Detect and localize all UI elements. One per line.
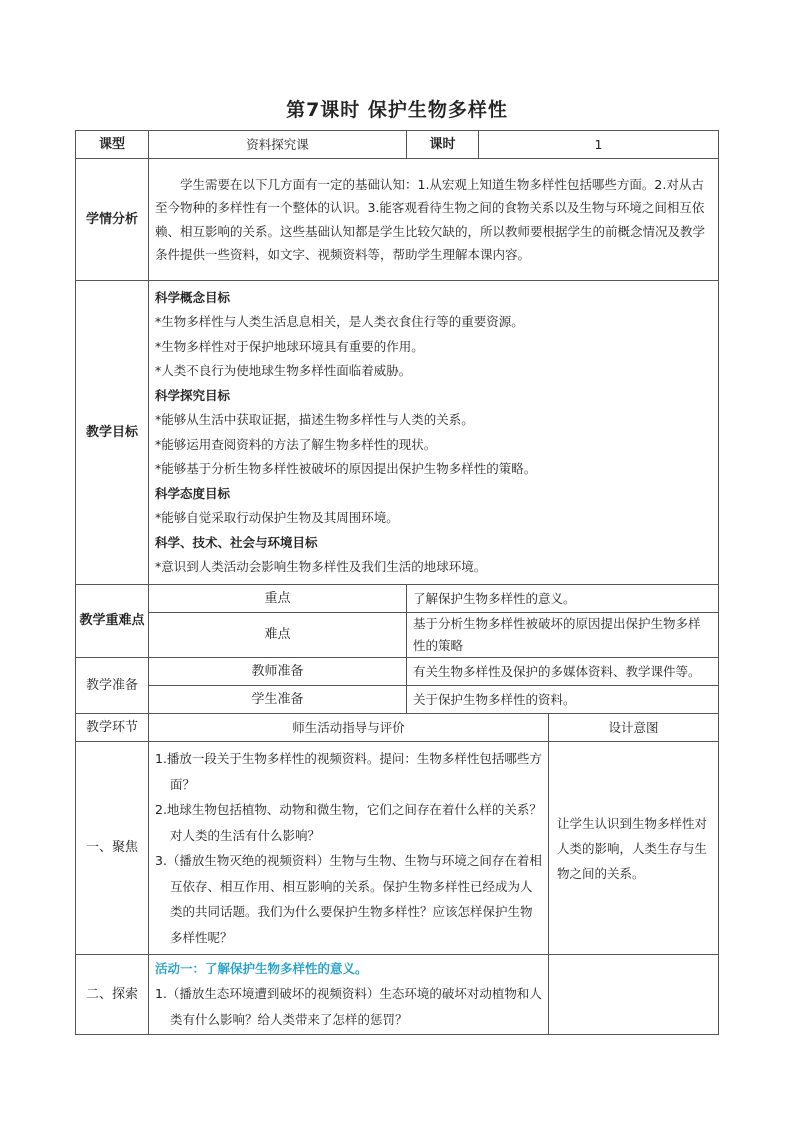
stage1-intent: 让学生认识到生物多样性对人类的影响，人类生存与生物之间的关系。 (549, 742, 719, 955)
goal-heading: 科学探究目标 (155, 387, 231, 403)
goal-heading: 科学、技术、社会与环境目标 (155, 534, 318, 550)
goal-item: *生物多样性对于保护地球环境具有重要的作用。 (155, 338, 424, 354)
stage2-activities (149, 955, 549, 1035)
goal-item: *人类不良行为使地球生物多样性面临着威胁。 (155, 363, 412, 378)
type-value: 资料探究课 (149, 131, 407, 159)
goal-item: *意识到人类活动会影响生物多样性及我们生活的地球环境。 (155, 559, 487, 574)
activity-header: 师生活动指导与评价 (149, 714, 549, 742)
stage1-row (76, 742, 719, 955)
activity-item: 1.（播放生态环境遭到破坏的视频资料）生态环境的破坏对动植物和人类有什么影响？给人类带来了怎样的惩罚？ (155, 986, 542, 1027)
key-label: 重点 (149, 585, 407, 613)
keypoints-label: 教学重难点 (76, 585, 149, 658)
goal-item: *能够运用查阅资料的方法了解生物多样性的现状。 (155, 436, 437, 452)
page-title: 第7课时 保护生物多样性 (286, 99, 508, 121)
keypoint-row (76, 585, 719, 613)
goal-heading: 科学态度目标 (155, 485, 231, 501)
stage1-label: 一、聚焦 (76, 742, 149, 955)
activity-title: 活动一：了解保护生物多样性的意义。 (155, 961, 368, 976)
goal-heading: 科学概念目标 (155, 289, 231, 305)
difficulty-row (76, 613, 719, 658)
analysis-row (76, 159, 719, 281)
activity-item: 2.地球生物包括植物、动物和微生物，它们之间存在着什么样的关系？对人类的生活有什么影响？ (155, 802, 542, 843)
stage2-intent (549, 955, 719, 1035)
process-header-row (76, 714, 719, 742)
goal-item: *能够基于分析生物多样性被破坏的原因提出保护生物多样性的策略。 (155, 461, 537, 476)
teacher-prep-label: 教师准备 (149, 658, 407, 686)
key-text: 了解保护生物多样性的意义。 (407, 585, 719, 613)
student-prep-label: 学生准备 (149, 686, 407, 714)
type-label: 课型 (76, 131, 149, 159)
goals-content (149, 281, 719, 585)
period-label: 课时 (407, 131, 479, 159)
goal-item: *能够自觉采取行动保护生物及其周围环境。 (155, 510, 399, 525)
goals-label: 教学目标 (76, 281, 149, 585)
teacher-prep-row (76, 658, 719, 686)
intent-header: 设计意图 (549, 714, 719, 742)
student-prep-row (76, 686, 719, 714)
stage2-label: 二、探索 (76, 955, 149, 1035)
student-prep-text: 关于保护生物多样性的资料。 (407, 686, 719, 714)
prep-label: 教学准备 (76, 658, 149, 714)
activity-item: 1.播放一段关于生物多样性的视频资料。提问：生物多样性包括哪些方面？ (155, 751, 542, 792)
difficulty-label: 难点 (149, 613, 407, 658)
header-row (76, 131, 719, 159)
lesson-plan-table (75, 130, 719, 1035)
analysis-text: 学生需要在以下几方面有一定的基础认知：1.从宏观上知道生物多样性包括哪些方面。2.对从古至今物种的多样性有一个整体的认识。3.能客观看待生物之间的食物关系以及生物与环境之间相互依赖、相互影响的关系。这些基础认知都是学生比较欠缺的，所以教师要根据学生的前概念情况及教学条件提供一些资料，如文字、视频资料等，帮助学生理解本课内容。 (149, 159, 719, 281)
difficulty-text: 基于分析生物多样性被破坏的原因提出保护生物多样性的策略 (407, 613, 719, 658)
goals-row (76, 281, 719, 585)
stage1-activities (149, 742, 549, 955)
stage2-row (76, 955, 719, 1035)
teacher-prep-text: 有关生物多样性及保护的多媒体资料、教学课件等。 (407, 658, 719, 686)
period-value: 1 (479, 131, 719, 159)
analysis-label: 学情分析 (76, 159, 149, 281)
goal-item: *生物多样性与人类生活息息相关，是人类衣食住行等的重要资源。 (155, 314, 524, 329)
goal-item: *能够从生活中获取证据，描述生物多样性与人类的关系。 (155, 412, 474, 427)
stage-header: 教学环节 (76, 714, 149, 742)
activity-item: 3.（播放生物灭绝的视频资料）生物与生物、生物与环境之间存在着相互依存、相互作用、相互影响的关系。保护生物多样性已经成为人类的共同话题。我们为什么要保护生物多样性？应该怎样保护生物多样性呢？ (155, 853, 542, 945)
